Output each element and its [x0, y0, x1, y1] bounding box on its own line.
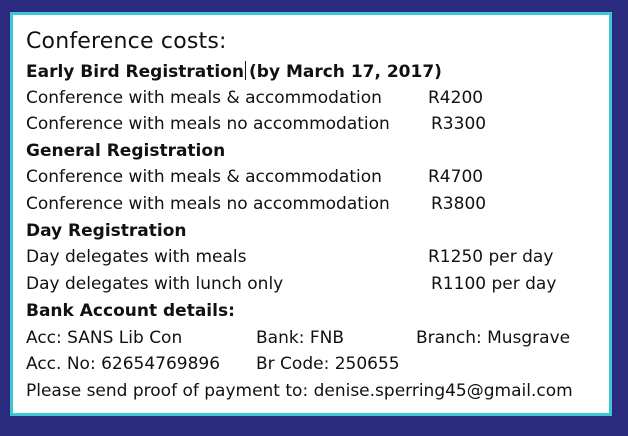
- item-label: Conference with meals & accommodation: [26, 167, 382, 187]
- day-price-2: R1100 per day: [431, 274, 557, 294]
- early-bird-item-1: [26, 88, 382, 108]
- bank-br-code: Br Code: 250655: [256, 354, 400, 374]
- bank-name: Bank: FNB: [256, 328, 344, 348]
- item-label: Day delegates with meals: [26, 247, 247, 267]
- conference-costs-card: [10, 12, 612, 416]
- bank-heading: Bank Account details:: [26, 301, 235, 321]
- early-bird-price-2: R3300: [431, 114, 487, 134]
- day-heading: Day Registration: [26, 221, 187, 241]
- bank-acc-no: Acc. No: 62654769896: [26, 354, 221, 374]
- general-price-1: R4700: [428, 167, 484, 187]
- day-item-1: [26, 247, 247, 267]
- bank-acc: Acc: SANS Lib Con: [26, 328, 183, 348]
- general-item-1: [26, 167, 382, 187]
- early-bird-item-2: [26, 114, 390, 134]
- general-item-2: [26, 194, 390, 214]
- item-label: Day delegates with lunch only: [26, 274, 284, 294]
- general-heading: General Registration: [26, 141, 226, 161]
- general-price-2: R3800: [431, 194, 487, 214]
- early-bird-price-1: R4200: [428, 88, 484, 108]
- item-label: Conference with meals no accommodation: [26, 114, 390, 134]
- day-price-1: R1250 per day: [428, 247, 554, 267]
- payment-proof-note: Please send proof of payment to: denise.sperring45@gmail.com: [26, 381, 573, 401]
- early-bird-deadline: (by March 17, 2017): [249, 62, 442, 82]
- page-title: Conference costs:: [26, 29, 227, 54]
- bank-branch: Branch: Musgrave: [416, 328, 571, 348]
- text-cursor: [245, 61, 246, 80]
- item-label: Conference with meals no accommodation: [26, 194, 390, 214]
- day-item-2: [26, 274, 283, 294]
- item-label: Conference with meals & accommodation: [26, 88, 382, 108]
- early-bird-heading: Early Bird Registration: [26, 62, 245, 82]
- early-bird-heading-row: [26, 61, 442, 82]
